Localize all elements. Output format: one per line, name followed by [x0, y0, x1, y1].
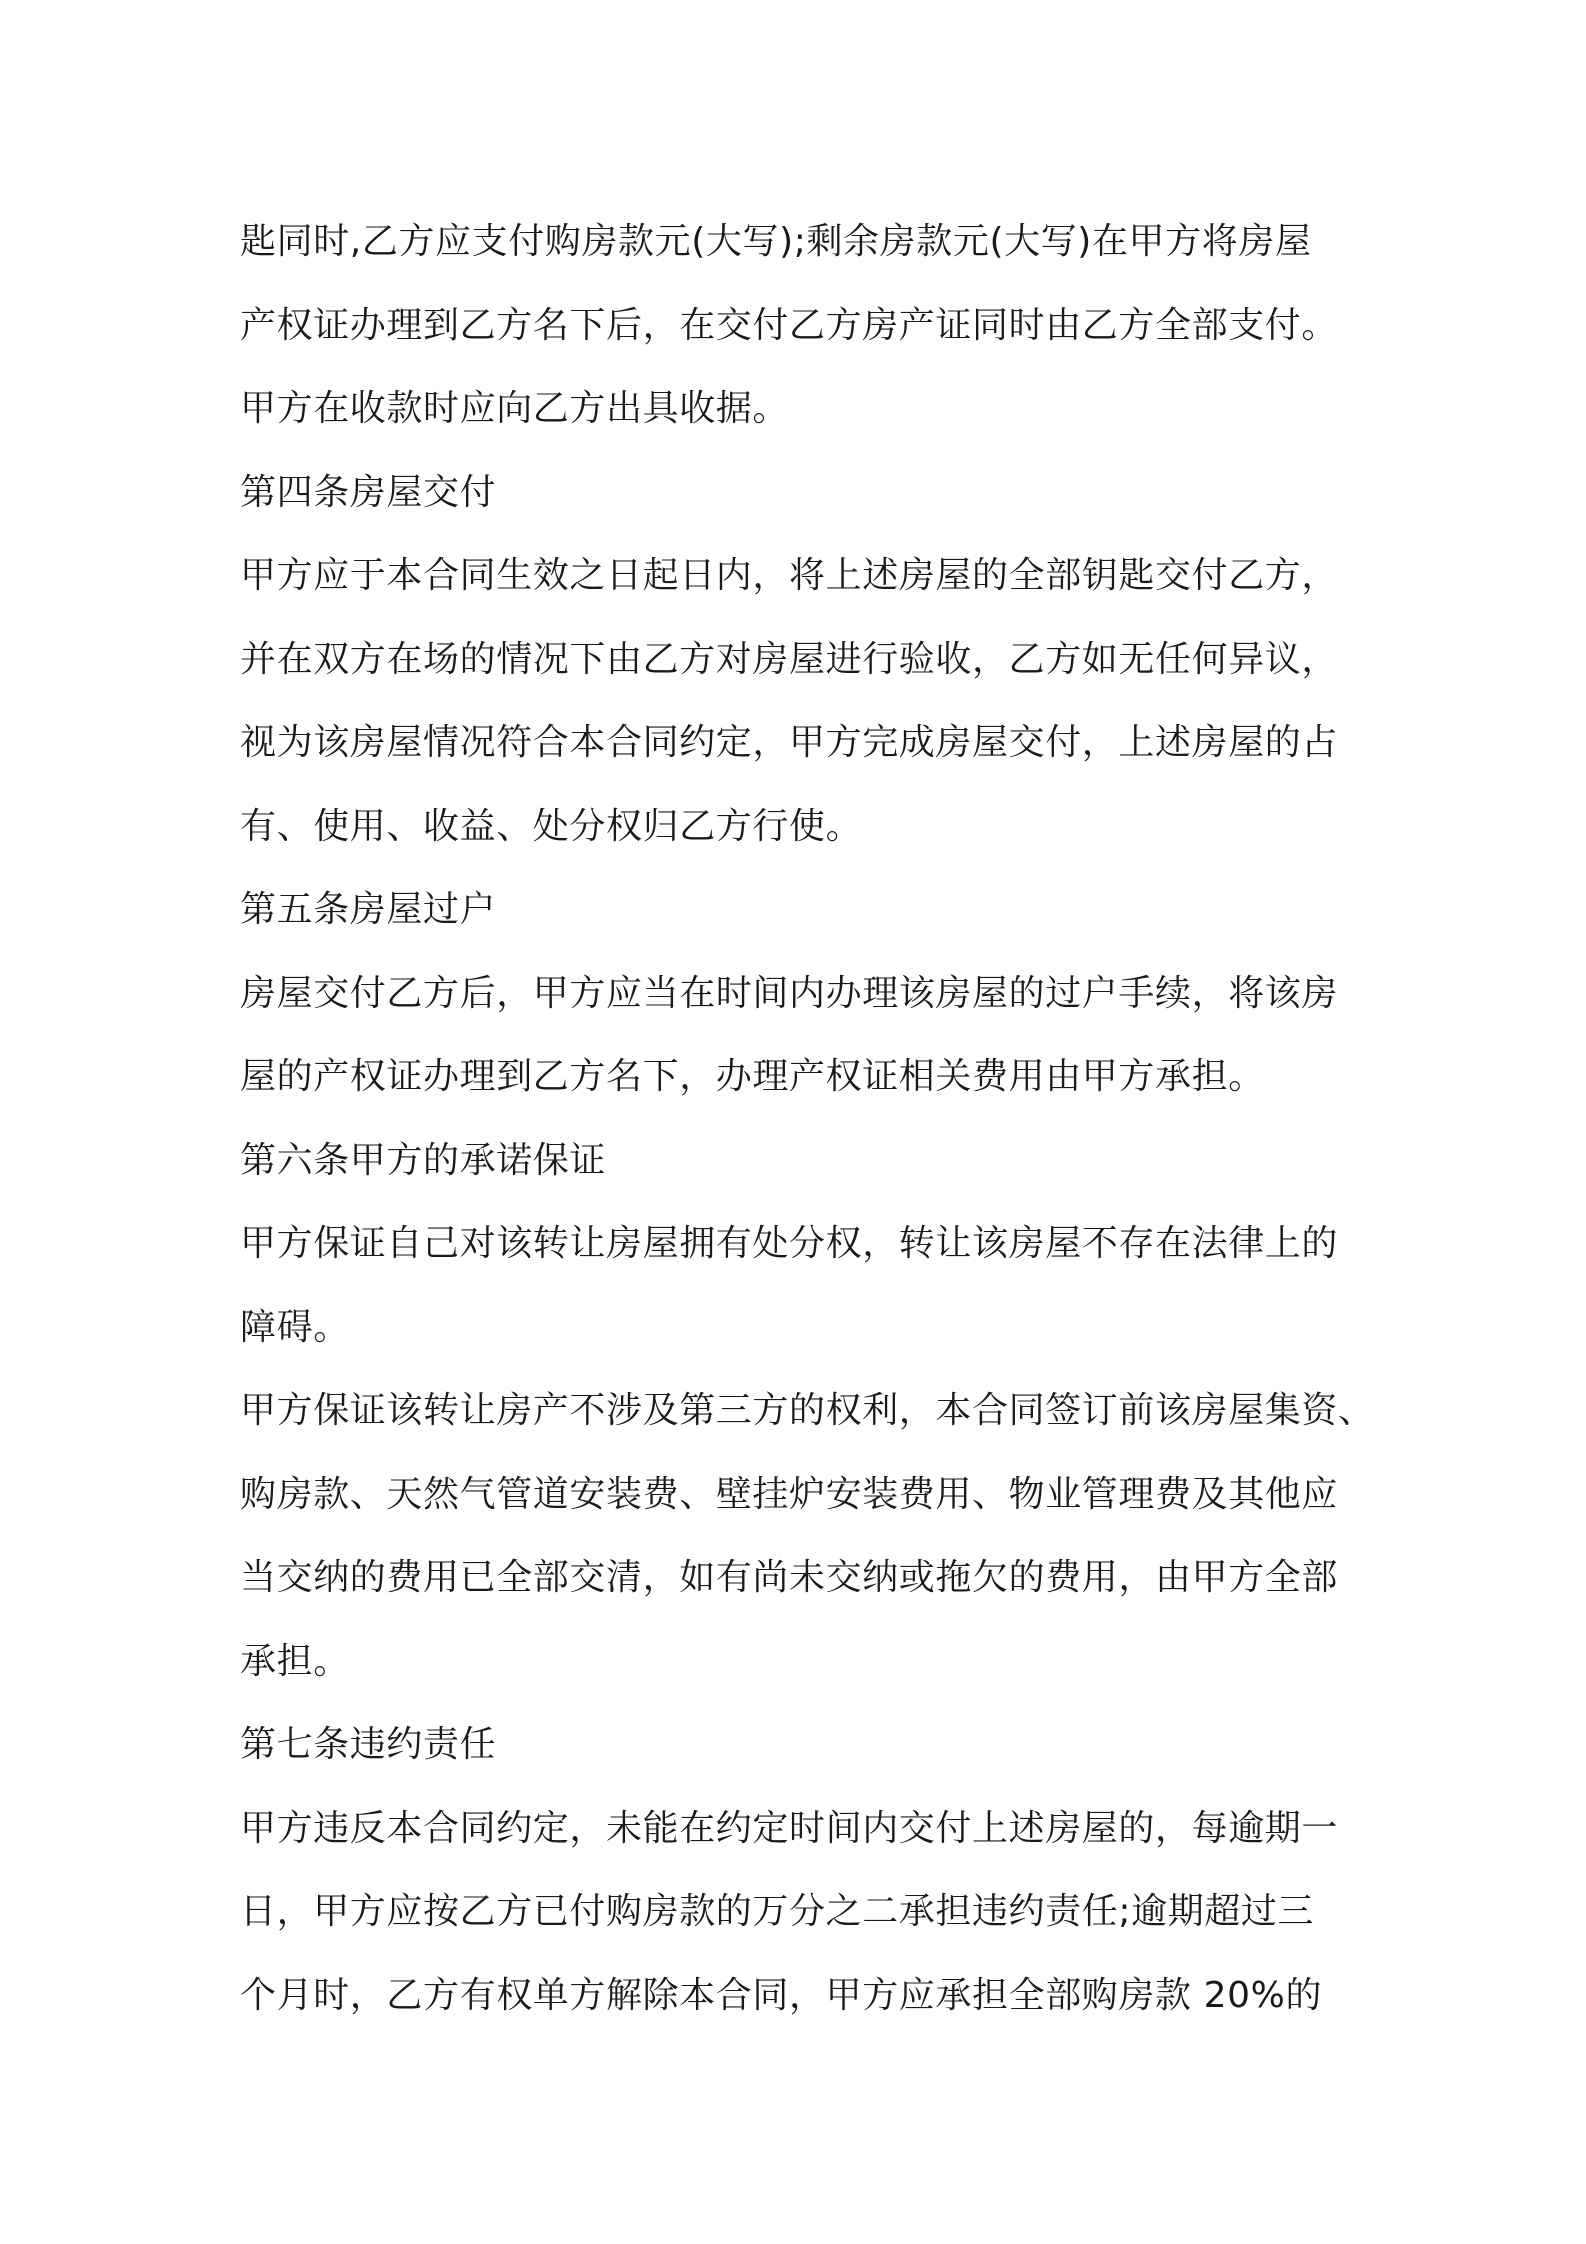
- text-line-transfer-2: 屋的产权证办理到乙方名下，办理产权证相关费用由甲方承担。: [240, 1056, 1265, 1097]
- text-line-warranty-6: 承担。: [240, 1640, 350, 1682]
- text-line-breach-1: 甲方违反本合同约定，未能在约定时间内交付上述房屋的，每逾期一: [240, 1807, 1339, 1849]
- text-line-receipt: 甲方在收款时应向乙方出具收据。: [240, 388, 790, 429]
- heading-article-7: 第七条违约责任: [240, 1724, 497, 1765]
- heading-article-4: 第四条房屋交付: [240, 471, 497, 513]
- text-line-delivery-2: 并在双方在场的情况下由乙方对房屋进行验收，乙方如无任何异议，: [240, 638, 1339, 680]
- text-line-delivery-1: 甲方应于本合同生效之日起日内，将上述房屋的全部钥匙交付乙方，: [240, 555, 1339, 596]
- text-line-payment-timing: 匙同时,乙方应支付购房款元(大写);剩余房款元(大写)在甲方将房屋: [240, 221, 1312, 262]
- text-line-breach-2: 日，甲方应按乙方已付购房款的万分之二承担违约责任;逾期超过三: [240, 1891, 1315, 1932]
- heading-article-5: 第五条房屋过户: [240, 889, 497, 930]
- document-body: [240, 200, 1375, 2037]
- text-line-remaining-payment: 产权证办理到乙方名下后，在交付乙方房产证同时由乙方全部支付。: [240, 304, 1339, 346]
- text-line-warranty-1: 甲方保证自己对该转让房屋拥有处分权，转让该房屋不存在法律上的: [240, 1223, 1339, 1264]
- text-line-warranty-2: 障碍。: [240, 1306, 350, 1348]
- text-line-delivery-4: 有、使用、收益、处分权归乙方行使。: [240, 805, 863, 847]
- text-line-warranty-3: 甲方保证该转让房产不涉及第三方的权利，本合同签订前该房屋集资、: [240, 1390, 1375, 1431]
- text-line-transfer-1: 房屋交付乙方后，甲方应当在时间内办理该房屋的过户手续，将该房: [240, 972, 1339, 1014]
- text-line-breach-3: 个月时，乙方有权单方解除本合同，甲方应承担全部购房款 20%的: [240, 1974, 1323, 2016]
- heading-article-6: 第六条甲方的承诺保证: [240, 1139, 607, 1181]
- text-line-warranty-5: 当交纳的费用已全部交清，如有尚未交纳或拖欠的费用，由甲方全部: [240, 1557, 1339, 1598]
- text-line-warranty-4: 购房款、天然气管道安装费、壁挂炉安装费用、物业管理费及其他应: [240, 1473, 1339, 1515]
- text-line-delivery-3: 视为该房屋情况符合本合同约定，甲方完成房屋交付，上述房屋的占: [240, 722, 1339, 763]
